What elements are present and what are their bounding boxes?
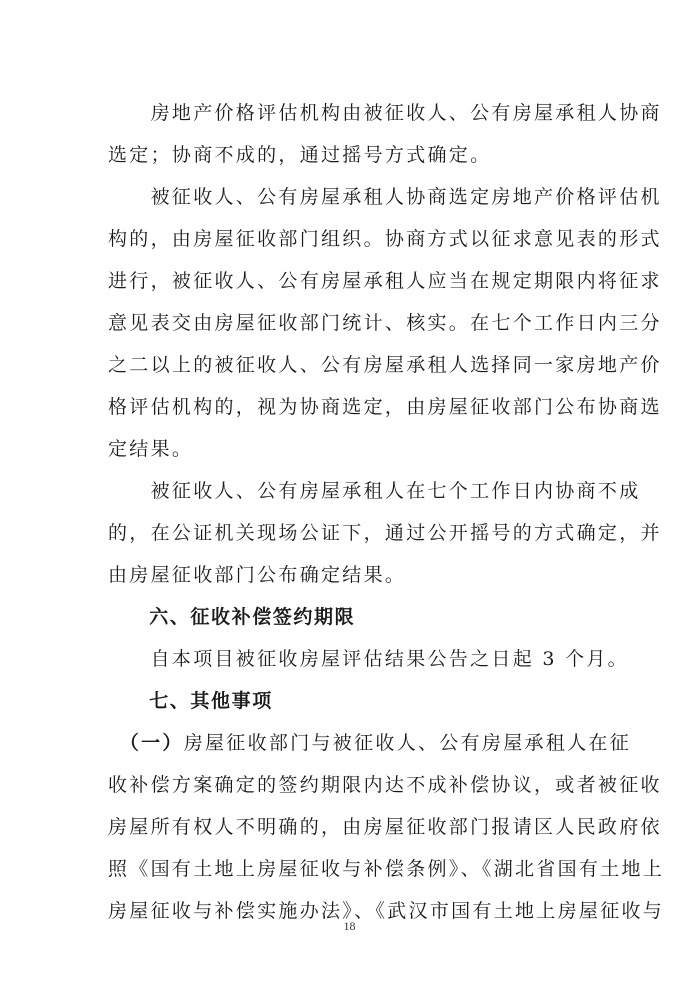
paragraph-line: 房地产价格评估机构由被征收人、公有房屋承租人协商	[108, 102, 662, 124]
section-6-text: 自本项目被征收房屋评估结果公告之日起 3 个月。	[108, 648, 629, 670]
paragraph-line: 进行，被征收人、公有房屋承租人应当在规定期限内将征求	[108, 270, 662, 292]
paragraph-line: 格评估机构的，视为协商选定，由房屋征收部门公布协商选	[108, 396, 662, 418]
paragraph-line: 被征收人、公有房屋承租人协商选定房地产价格评估机	[108, 186, 662, 208]
paragraph-line: 房屋征收与补偿实施办法》、《武汉市国有土地上房屋征收与	[108, 900, 665, 922]
paragraph-line: 由房屋征收部门公布确定结果。	[108, 564, 407, 586]
paragraph-line: 构的，由房屋征收部门组织。协商方式以征求意见表的形式	[108, 228, 662, 250]
page-number: 18	[343, 919, 356, 933]
section-7-heading: 七、其他事项	[108, 690, 273, 712]
paragraph-line: 被征收人、公有房屋承租人在七个工作日内协商不成	[108, 480, 641, 502]
item-text: 房屋征收部门与被征收人、公有房屋承租人在征	[183, 732, 632, 754]
paragraph-line: 照《国有土地上房屋征收与补偿条例》、《湖北省国有土地上	[108, 858, 665, 880]
paragraph-line: 意见表交由房屋征收部门统计、核实。在七个工作日内三分	[108, 312, 662, 334]
paragraph-line: 选定；协商不成的，通过摇号方式确定。	[108, 144, 492, 166]
section-7-item-1-first-line	[108, 731, 631, 755]
paragraph-line: 收补偿方案确定的签约期限内达不成补偿协议，或者被征收	[108, 774, 662, 796]
paragraph-line: 定结果。	[108, 438, 194, 460]
section-6-heading: 六、征收补偿签约期限	[108, 606, 356, 628]
paragraph-line: 房屋所有权人不明确的，由房屋征收部门报请区人民政府依	[108, 816, 662, 838]
paragraph-line: 的，在公证机关现场公证下，通过公开摇号的方式确定，并	[108, 522, 662, 544]
item-number-label: （一）	[108, 732, 184, 754]
paragraph-line: 之二以上的被征收人、公有房屋承租人选择同一家房地产价	[108, 354, 662, 376]
